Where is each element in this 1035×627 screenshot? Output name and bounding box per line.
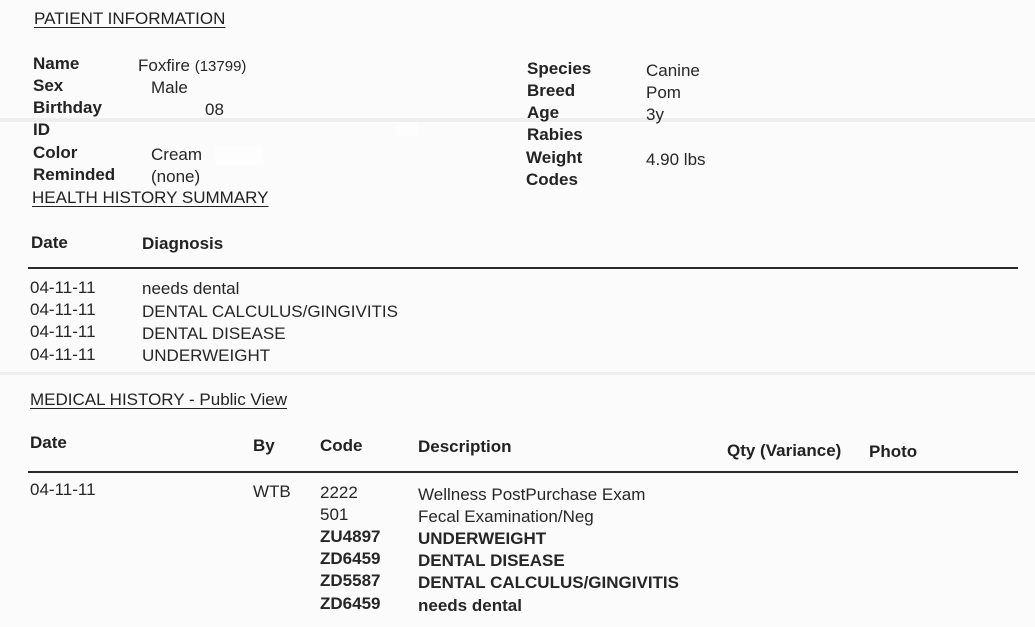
scan-band (0, 118, 1035, 122)
medical-history-heading: MEDICAL HISTORY - Public View (30, 390, 287, 409)
birthday-value: 08 (205, 100, 224, 119)
health-row-date: 04-11-11 (30, 300, 96, 319)
name-label: Name (33, 54, 80, 73)
health-row-diagnosis: DENTAL CALCULUS/GINGIVITIS (142, 302, 398, 321)
health-col-diagnosis: Diagnosis (142, 234, 224, 253)
health-history-heading: HEALTH HISTORY SUMMARY (32, 188, 269, 207)
health-row-date: 04-11-11 (30, 345, 96, 364)
health-row-date: 04-11-11 (30, 322, 96, 341)
id-label: ID (33, 120, 50, 139)
medical-col-by: By (253, 436, 275, 455)
health-row-diagnosis: UNDERWEIGHT (142, 346, 271, 365)
codes-label: Codes (526, 170, 578, 189)
redaction-patch (396, 122, 418, 136)
sex-value: Male (151, 78, 188, 97)
sex-label: Sex (33, 76, 64, 95)
health-row-diagnosis: DENTAL DISEASE (142, 324, 286, 343)
reminded-value: (none) (151, 167, 201, 186)
color-value: Cream (151, 145, 203, 164)
medical-item-code: 2222 (320, 483, 358, 502)
color-label: Color (33, 143, 78, 162)
medical-col-code: Code (320, 436, 363, 455)
patient-information-heading: PATIENT INFORMATION (34, 9, 226, 28)
reminded-label: Reminded (33, 165, 116, 184)
medical-col-date: Date (30, 433, 67, 452)
medical-item-description: Wellness PostPurchase Exam (418, 485, 646, 504)
medical-item-code: 501 (320, 505, 349, 524)
species-value: Canine (646, 61, 700, 80)
health-row-date: 04-11-11 (30, 278, 96, 297)
health-header-rule (28, 267, 1018, 269)
weight-value: 4.90 lbs (646, 150, 706, 169)
medical-col-qty: Qty (Variance) (727, 441, 842, 460)
rabies-label: Rabies (527, 125, 583, 144)
medical-item-code: ZD5587 (320, 571, 381, 590)
medical-item-code: ZD6459 (320, 549, 381, 568)
health-col-date: Date (31, 233, 68, 252)
breed-label: Breed (527, 81, 576, 100)
medical-header-rule (28, 471, 1018, 473)
birthday-label: Birthday (33, 98, 102, 117)
medical-col-description: Description (418, 437, 512, 456)
health-row-diagnosis: needs dental (142, 279, 240, 298)
scan-band (0, 372, 1035, 375)
medical-item-description: Fecal Examination/Neg (418, 507, 594, 526)
medical-entry-by: WTB (253, 482, 291, 501)
redaction-patch (215, 145, 263, 165)
age-label: Age (527, 103, 560, 122)
medical-item-description: DENTAL CALCULUS/GINGIVITIS (418, 573, 679, 592)
medical-col-photo: Photo (869, 442, 918, 461)
medical-item-code: ZD6459 (320, 594, 381, 613)
medical-entry-date: 04-11-11 (30, 480, 96, 499)
patient-name: Foxfire (138, 56, 190, 75)
patient-number: (13799) (194, 58, 247, 75)
medical-item-description: DENTAL DISEASE (418, 551, 565, 570)
medical-item-description: UNDERWEIGHT (418, 529, 547, 548)
name-value (138, 56, 246, 76)
species-label: Species (527, 59, 592, 78)
medical-item-description: needs dental (418, 596, 522, 615)
breed-value: Pom (646, 83, 681, 102)
age-value: 3y (646, 105, 664, 124)
medical-item-code: ZU4897 (320, 527, 381, 546)
weight-label: Weight (526, 148, 583, 167)
